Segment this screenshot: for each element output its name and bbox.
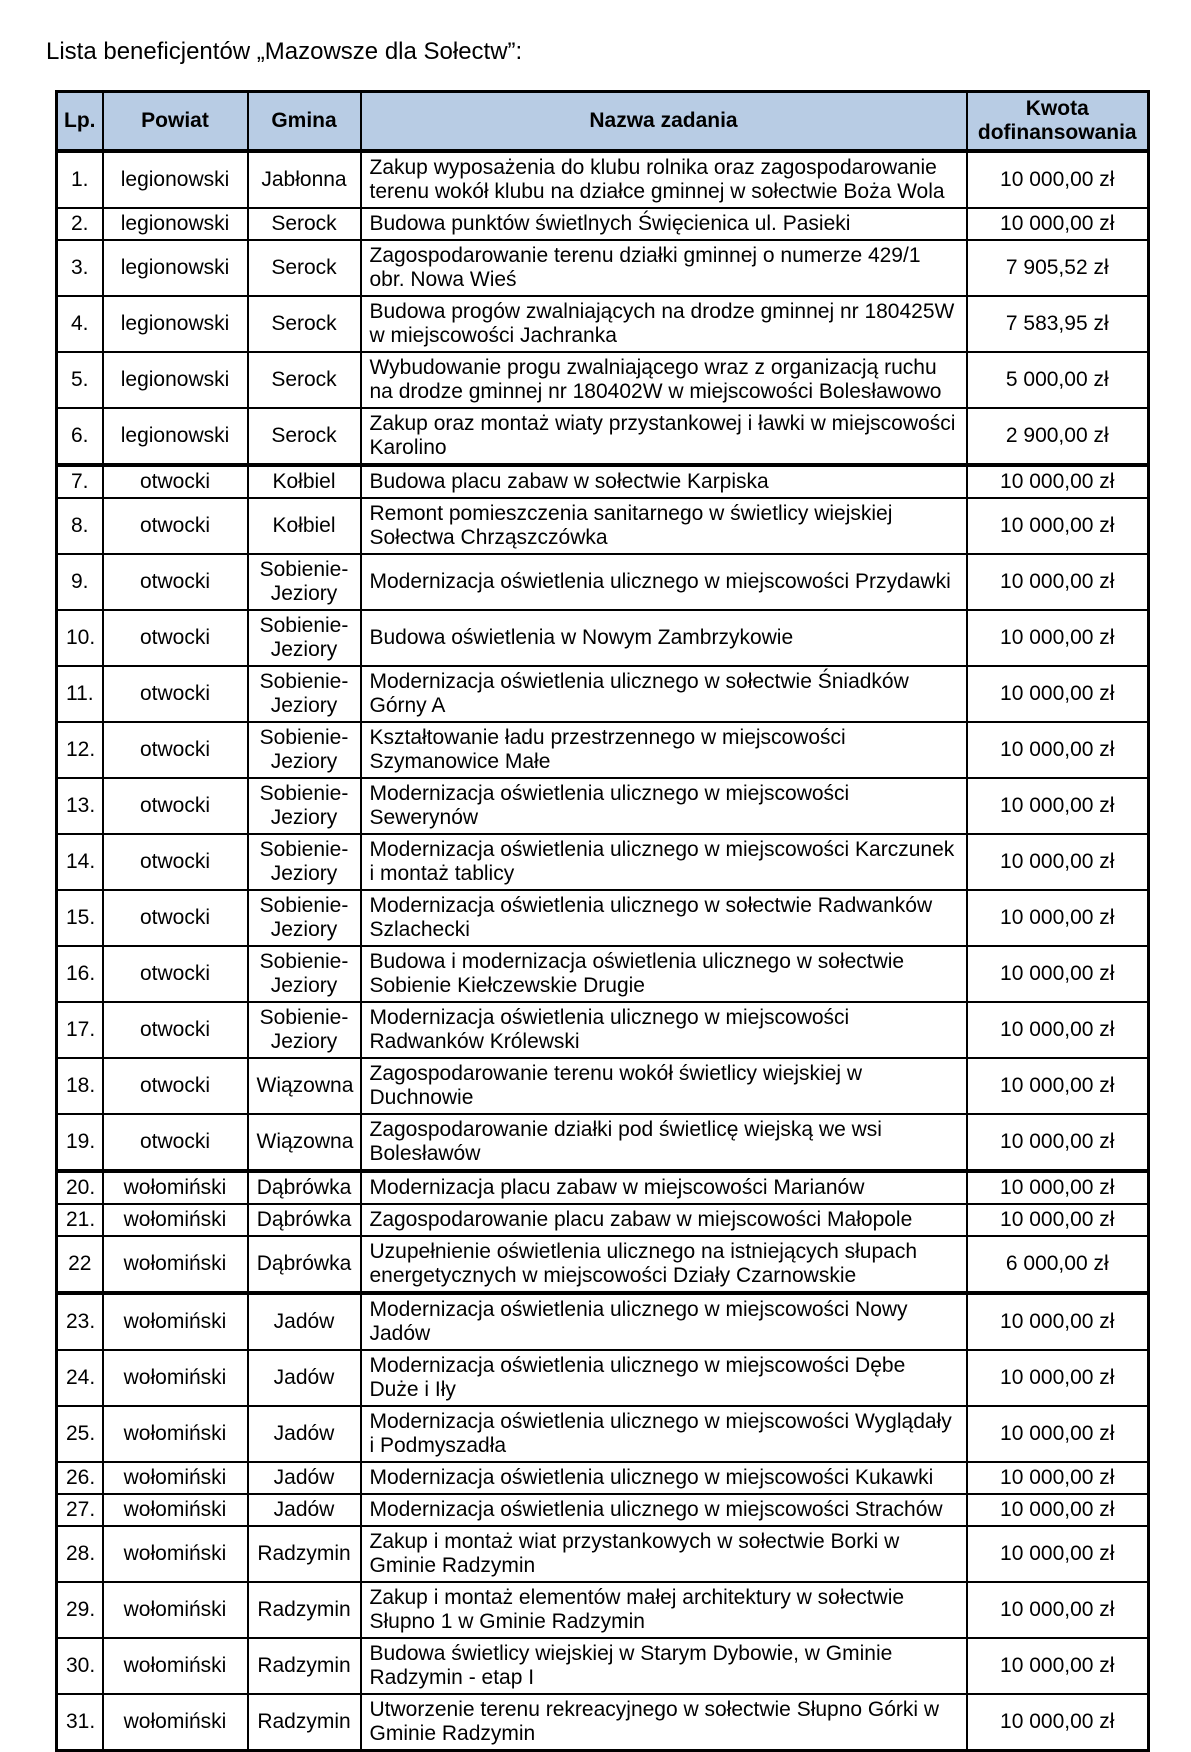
cell-kwota: 10 000,00 zł [967,1002,1149,1058]
cell-zadanie: Zakup i montaż wiat przystankowych w sołectwie Borki w Gminie Radzymin [361,1526,967,1582]
cell-gmina: Jabłonna [248,151,361,208]
cell-kwota: 10 000,00 zł [967,554,1149,610]
cell-zadanie: Modernizacja oświetlenia ulicznego w sołectwie Radwanków Szlachecki [361,890,967,946]
column-header-lp: Lp. [57,92,103,152]
cell-lp: 12. [57,722,103,778]
cell-lp: 21. [57,1204,103,1236]
cell-powiat: otwocki [103,778,248,834]
cell-lp: 30. [57,1638,103,1694]
cell-powiat: wołomiński [103,1494,248,1526]
page-title: Lista beneficjentów „Mazowsze dla Sołectw”: [46,38,523,65]
cell-kwota: 10 000,00 zł [967,1350,1149,1406]
table-row [57,1350,1149,1406]
cell-gmina: Jadów [248,1462,361,1494]
table-row [57,1526,1149,1582]
table-row [57,465,1149,498]
cell-powiat: legionowski [103,296,248,352]
cell-kwota: 5 000,00 zł [967,352,1149,408]
cell-lp: 15. [57,890,103,946]
cell-powiat: otwocki [103,498,248,554]
column-header-powiat: Powiat [103,92,248,152]
cell-zadanie: Zagospodarowanie placu zabaw w miejscowości Małopole [361,1204,967,1236]
cell-zadanie: Modernizacja oświetlenia ulicznego w sołectwie Śniadków Górny A [361,666,967,722]
cell-powiat: legionowski [103,240,248,296]
cell-zadanie: Modernizacja oświetlenia ulicznego w miejscowości Przydawki [361,554,967,610]
cell-lp: 19. [57,1114,103,1171]
cell-powiat: legionowski [103,352,248,408]
table-row [57,666,1149,722]
cell-powiat: wołomiński [103,1293,248,1350]
table-row [57,1058,1149,1114]
cell-powiat: legionowski [103,151,248,208]
cell-kwota: 10 000,00 zł [967,498,1149,554]
cell-powiat: wołomiński [103,1638,248,1694]
cell-gmina: Sobienie-Jeziory [248,890,361,946]
cell-gmina: Serock [248,408,361,465]
cell-gmina: Jadów [248,1494,361,1526]
cell-kwota: 10 000,00 zł [967,778,1149,834]
cell-powiat: wołomiński [103,1350,248,1406]
cell-zadanie: Kształtowanie ładu przestrzennego w miejscowości Szymanowice Małe [361,722,967,778]
table-row [57,1002,1149,1058]
cell-zadanie: Modernizacja oświetlenia ulicznego w miejscowości Kukawki [361,1462,967,1494]
cell-gmina: Serock [248,352,361,408]
cell-gmina: Dąbrówka [248,1204,361,1236]
cell-powiat: wołomiński [103,1171,248,1204]
cell-powiat: wołomiński [103,1236,248,1293]
cell-lp: 20. [57,1171,103,1204]
cell-gmina: Sobienie-Jeziory [248,610,361,666]
cell-zadanie: Modernizacja oświetlenia ulicznego w miejscowości Wyglądały i Podmyszadła [361,1406,967,1462]
cell-lp: 22 [57,1236,103,1293]
cell-powiat: otwocki [103,1058,248,1114]
cell-gmina: Radzymin [248,1582,361,1638]
cell-powiat: otwocki [103,465,248,498]
cell-lp: 28. [57,1526,103,1582]
cell-zadanie: Zagospodarowanie działki pod świetlicę wiejską we wsi Bolesławów [361,1114,967,1171]
cell-lp: 1. [57,151,103,208]
cell-zadanie: Modernizacja oświetlenia ulicznego w miejscowości Nowy Jadów [361,1293,967,1350]
table-row [57,208,1149,240]
cell-kwota: 6 000,00 zł [967,1236,1149,1293]
cell-gmina: Radzymin [248,1638,361,1694]
table-row [57,1204,1149,1236]
cell-zadanie: Remont pomieszczenia sanitarnego w świetlicy wiejskiej Sołectwa Chrząszczówka [361,498,967,554]
cell-kwota: 10 000,00 zł [967,1526,1149,1582]
cell-gmina: Dąbrówka [248,1236,361,1293]
cell-zadanie: Budowa świetlicy wiejskiej w Starym Dybowie, w Gminie Radzymin - etap I [361,1638,967,1694]
cell-gmina: Kołbiel [248,498,361,554]
cell-zadanie: Modernizacja oświetlenia ulicznego w miejscowości Dębe Duże i Iły [361,1350,967,1406]
cell-gmina: Serock [248,240,361,296]
table-row [57,1236,1149,1293]
cell-lp: 14. [57,834,103,890]
cell-powiat: otwocki [103,1114,248,1171]
table-row [57,296,1149,352]
cell-powiat: otwocki [103,834,248,890]
cell-lp: 3. [57,240,103,296]
cell-powiat: otwocki [103,890,248,946]
cell-powiat: wołomiński [103,1406,248,1462]
cell-gmina: Radzymin [248,1526,361,1582]
cell-kwota: 10 000,00 zł [967,1462,1149,1494]
cell-zadanie: Zagospodarowanie terenu działki gminnej o numerze 429/1 obr. Nowa Wieś [361,240,967,296]
cell-lp: 8. [57,498,103,554]
table-row [57,408,1149,465]
cell-lp: 7. [57,465,103,498]
cell-kwota: 10 000,00 zł [967,722,1149,778]
table-row [57,834,1149,890]
column-header-kwota: Kwota dofinansowania [967,92,1149,152]
cell-lp: 4. [57,296,103,352]
table-body [57,151,1149,1751]
cell-gmina: Serock [248,296,361,352]
cell-lp: 25. [57,1406,103,1462]
cell-zadanie: Modernizacja oświetlenia ulicznego w miejscowości Strachów [361,1494,967,1526]
cell-zadanie: Budowa progów zwalniających na drodze gminnej nr 180425W w miejscowości Jachranka [361,296,967,352]
cell-kwota: 10 000,00 zł [967,465,1149,498]
cell-gmina: Kołbiel [248,465,361,498]
cell-kwota: 10 000,00 zł [967,1582,1149,1638]
table-row [57,1582,1149,1638]
table-row [57,778,1149,834]
cell-lp: 18. [57,1058,103,1114]
cell-lp: 9. [57,554,103,610]
cell-zadanie: Modernizacja oświetlenia ulicznego w miejscowości Radwanków Królewski [361,1002,967,1058]
cell-zadanie: Modernizacja oświetlenia ulicznego w miejscowości Karczunek i montaż tablicy [361,834,967,890]
cell-lp: 5. [57,352,103,408]
header-row [57,92,1149,152]
cell-zadanie: Modernizacja oświetlenia ulicznego w miejscowości Sewerynów [361,778,967,834]
cell-gmina: Sobienie-Jeziory [248,554,361,610]
cell-gmina: Sobienie-Jeziory [248,946,361,1002]
table-row [57,151,1149,208]
cell-lp: 13. [57,778,103,834]
cell-zadanie: Zagospodarowanie terenu wokół świetlicy wiejskiej w Duchnowie [361,1058,967,1114]
cell-zadanie: Budowa i modernizacja oświetlenia ulicznego w sołectwie Sobienie Kiełczewskie Drugie [361,946,967,1002]
cell-zadanie: Utworzenie terenu rekreacyjnego w sołectwie Słupno Górki w Gminie Radzymin [361,1694,967,1751]
cell-powiat: wołomiński [103,1694,248,1751]
cell-lp: 26. [57,1462,103,1494]
cell-powiat: wołomiński [103,1204,248,1236]
cell-powiat: legionowski [103,408,248,465]
cell-gmina: Jadów [248,1350,361,1406]
cell-gmina: Serock [248,208,361,240]
cell-zadanie: Wybudowanie progu zwalniającego wraz z organizacją ruchu na drodze gminnej nr 180402W w miejscowości Bolesławowo [361,352,967,408]
cell-powiat: otwocki [103,610,248,666]
cell-kwota: 10 000,00 zł [967,1293,1149,1350]
cell-kwota: 10 000,00 zł [967,666,1149,722]
cell-gmina: Wiązowna [248,1058,361,1114]
cell-gmina: Jadów [248,1406,361,1462]
cell-gmina: Sobienie-Jeziory [248,834,361,890]
cell-kwota: 10 000,00 zł [967,1694,1149,1751]
table-row [57,1694,1149,1751]
table-row [57,240,1149,296]
table-row [57,1293,1149,1350]
cell-zadanie: Budowa punktów świetlnych Święcienica ul. Pasieki [361,208,967,240]
cell-powiat: wołomiński [103,1462,248,1494]
cell-lp: 31. [57,1694,103,1751]
cell-lp: 2. [57,208,103,240]
cell-lp: 27. [57,1494,103,1526]
cell-powiat: otwocki [103,1002,248,1058]
cell-lp: 29. [57,1582,103,1638]
table-row [57,722,1149,778]
cell-gmina: Wiązowna [248,1114,361,1171]
cell-powiat: wołomiński [103,1526,248,1582]
cell-kwota: 7 905,52 zł [967,240,1149,296]
table-row [57,554,1149,610]
cell-powiat: otwocki [103,554,248,610]
cell-lp: 23. [57,1293,103,1350]
cell-gmina: Sobienie-Jeziory [248,778,361,834]
cell-kwota: 10 000,00 zł [967,1638,1149,1694]
cell-lp: 17. [57,1002,103,1058]
cell-kwota: 10 000,00 zł [967,890,1149,946]
cell-kwota: 10 000,00 zł [967,946,1149,1002]
cell-kwota: 2 900,00 zł [967,408,1149,465]
table-row [57,1406,1149,1462]
cell-powiat: otwocki [103,666,248,722]
cell-lp: 24. [57,1350,103,1406]
table-row [57,946,1149,1002]
table-row [57,890,1149,946]
column-header-zadanie: Nazwa zadania [361,92,967,152]
cell-powiat: otwocki [103,722,248,778]
cell-lp: 16. [57,946,103,1002]
cell-kwota: 10 000,00 zł [967,1171,1149,1204]
table-row [57,1171,1149,1204]
cell-gmina: Dąbrówka [248,1171,361,1204]
cell-gmina: Sobienie-Jeziory [248,1002,361,1058]
cell-gmina: Jadów [248,1293,361,1350]
column-header-gmina: Gmina [248,92,361,152]
table-row [57,352,1149,408]
cell-powiat: legionowski [103,208,248,240]
table-row [57,1114,1149,1171]
cell-kwota: 10 000,00 zł [967,610,1149,666]
cell-kwota: 10 000,00 zł [967,834,1149,890]
cell-kwota: 10 000,00 zł [967,1204,1149,1236]
cell-zadanie: Modernizacja placu zabaw w miejscowości Marianów [361,1171,967,1204]
cell-zadanie: Uzupełnienie oświetlenia ulicznego na istniejących słupach energetycznych w miejscowości Działy Czarnowskie [361,1236,967,1293]
table-row [57,1638,1149,1694]
cell-lp: 6. [57,408,103,465]
cell-powiat: otwocki [103,946,248,1002]
table-header [57,92,1149,152]
cell-gmina: Sobienie-Jeziory [248,666,361,722]
cell-kwota: 10 000,00 zł [967,1114,1149,1171]
cell-lp: 10. [57,610,103,666]
cell-kwota: 7 583,95 zł [967,296,1149,352]
cell-zadanie: Zakup wyposażenia do klubu rolnika oraz zagospodarowanie terenu wokół klubu na działce gminnej w sołectwie Boża Wola [361,151,967,208]
cell-gmina: Radzymin [248,1694,361,1751]
cell-gmina: Sobienie-Jeziory [248,722,361,778]
table-row [57,1494,1149,1526]
cell-kwota: 10 000,00 zł [967,208,1149,240]
cell-zadanie: Zakup i montaż elementów małej architektury w sołectwie Słupno 1 w Gminie Radzymin [361,1582,967,1638]
cell-zadanie: Budowa placu zabaw w sołectwie Karpiska [361,465,967,498]
table-row [57,610,1149,666]
table-row [57,1462,1149,1494]
cell-powiat: wołomiński [103,1582,248,1638]
cell-kwota: 10 000,00 zł [967,151,1149,208]
cell-zadanie: Zakup oraz montaż wiaty przystankowej i ławki w miejscowości Karolino [361,408,967,465]
cell-lp: 11. [57,666,103,722]
cell-kwota: 10 000,00 zł [967,1058,1149,1114]
cell-kwota: 10 000,00 zł [967,1494,1149,1526]
beneficiaries-table [55,90,1150,1752]
cell-zadanie: Budowa oświetlenia w Nowym Zambrzykowie [361,610,967,666]
table-row [57,498,1149,554]
cell-kwota: 10 000,00 zł [967,1406,1149,1462]
